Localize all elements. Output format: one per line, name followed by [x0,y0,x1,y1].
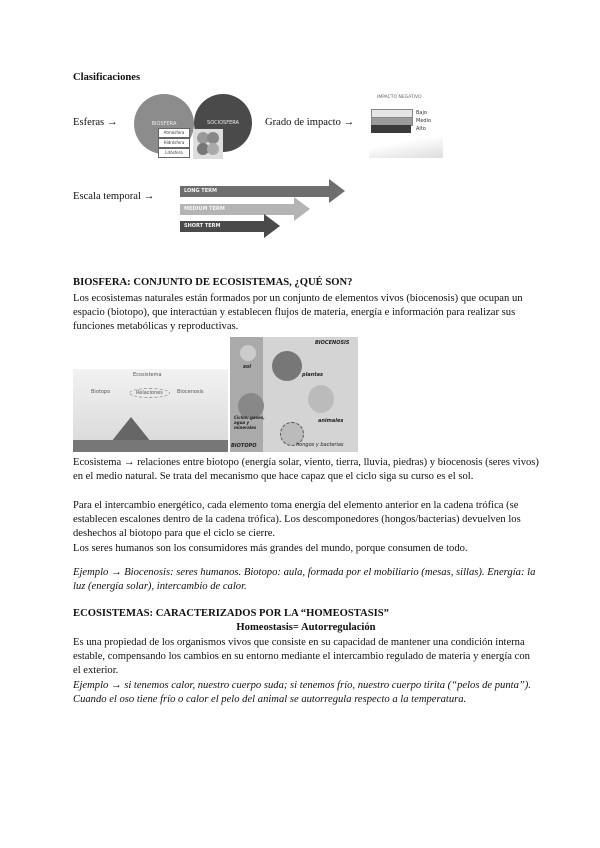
biosphere-example: Ejemplo → Biocenosis: seres humanos. Biotopo: aula, formada por el mobiliario (mesas, sillas). Energía: la luz (energía solar), intercambio de calor. [73,567,536,593]
homeostasis-subheading: Homeostasis= Autorregulación [236,622,376,633]
spheres-label: Esferas → [73,117,118,128]
spheres-diagram [134,92,254,164]
ecosystem-paragraph: Ecosistema → relaciones entre biotopo (energía solar, viento, tierra, lluvia, piedras) y biocenosis (seres vivos) en el medio natural. Se trata del mecanismo que hace capaz que el ciclo siga su curso es el sol. [73,457,539,483]
figure-relations: Relaciones [129,388,170,398]
energy-exchange-paragraph: Para el intercambio energético, cada elemento toma energía del elemento anterior en la cadena trófica (se establecen escalones dentro de la cadena trófica). Los descomponedores (hongos/bacterias) devuelven los deshechos al biotopo para que el ciclo se cierre. [73,500,521,540]
ecosystem-figure [73,369,228,452]
fungi-label: hongos y bacterias [296,442,344,448]
layer-tag: Atmósfera [158,128,190,138]
impact-title: IMPACTO NEGATIVO [377,95,422,100]
impact-diagram [369,92,443,158]
short-term-arrow: SHORT TERM [180,221,264,232]
humans-paragraph: Los seres humanos son los consumidores más grandes del mundo, porque consumen de todo. [73,543,468,554]
animals-label: animales [318,418,344,424]
trophic-cycle-figure [230,337,358,452]
figure-title: Ecosistema [133,372,162,378]
homeostasis-example: Ejemplo → si tenemos calor, nuestro cuerpo suda; si tenemos frío, nuestro cuerpo tirita (“pelos de punta”). Cuando el oso tiene frío o calor el pelo del animal se autorregula respecto a la temperatura. [73,680,531,706]
figure-biotope: Biotopo [91,389,111,395]
impact-label: Grado de impacto → [265,117,355,128]
sociosphere-circle: SOCIOSFERA [194,94,252,152]
homeostasis-paragraph: Es una propiedad de los organismos vivos que consiste en su capacidad de mantener una condición interna estable, compensando los cambios en su entorno mediante el intercambio regulado de materia y energía con el exterior. [73,637,530,677]
sun-label: sol [243,364,252,370]
time-scale-label: Escala temporal → [73,191,155,202]
biosphere-heading: BIOSFERA: CONJUNTO DE ECOSISTEMAS, ¿QUÉ SON? [73,277,353,288]
impact-level: Medio [416,118,432,124]
layer-tag: Hidrósfera [158,138,190,148]
medium-term-arrow: MEDIUM TERM [180,204,294,215]
impact-level: Alto [416,126,426,132]
biosphere-intro: Los ecosistemas naturales están formados por un conjunto de elementos vivos (biocenosis) que ocupan un espacio (biotopo), que interactúan y establecen flujos de materia, energía e información para realizar sus funciones metabólicas y reproductivas. [73,293,523,333]
homeostasis-heading: ECOSISTEMAS: CARACTERIZADOS POR LA “HOMEOSTASIS” [73,608,389,619]
section-title: Clasificaciones [73,72,141,83]
biocenosis-label: BIOCENOSIS [315,340,350,346]
layer-tag: Litósfera [158,148,190,158]
biotope-label: BIOTOPO [231,443,257,449]
long-term-arrow: LONG TERM [180,186,329,197]
mini-venn-image [193,129,223,159]
impact-level: Bajo [416,110,427,116]
figure-biocenosis: Biocenosis [177,389,204,395]
biosphere-circle: BIOSFERA [134,94,194,154]
plants-label: plantas [302,372,323,378]
cycles-label: Ciclos: gases, agua y minerales [234,415,265,430]
